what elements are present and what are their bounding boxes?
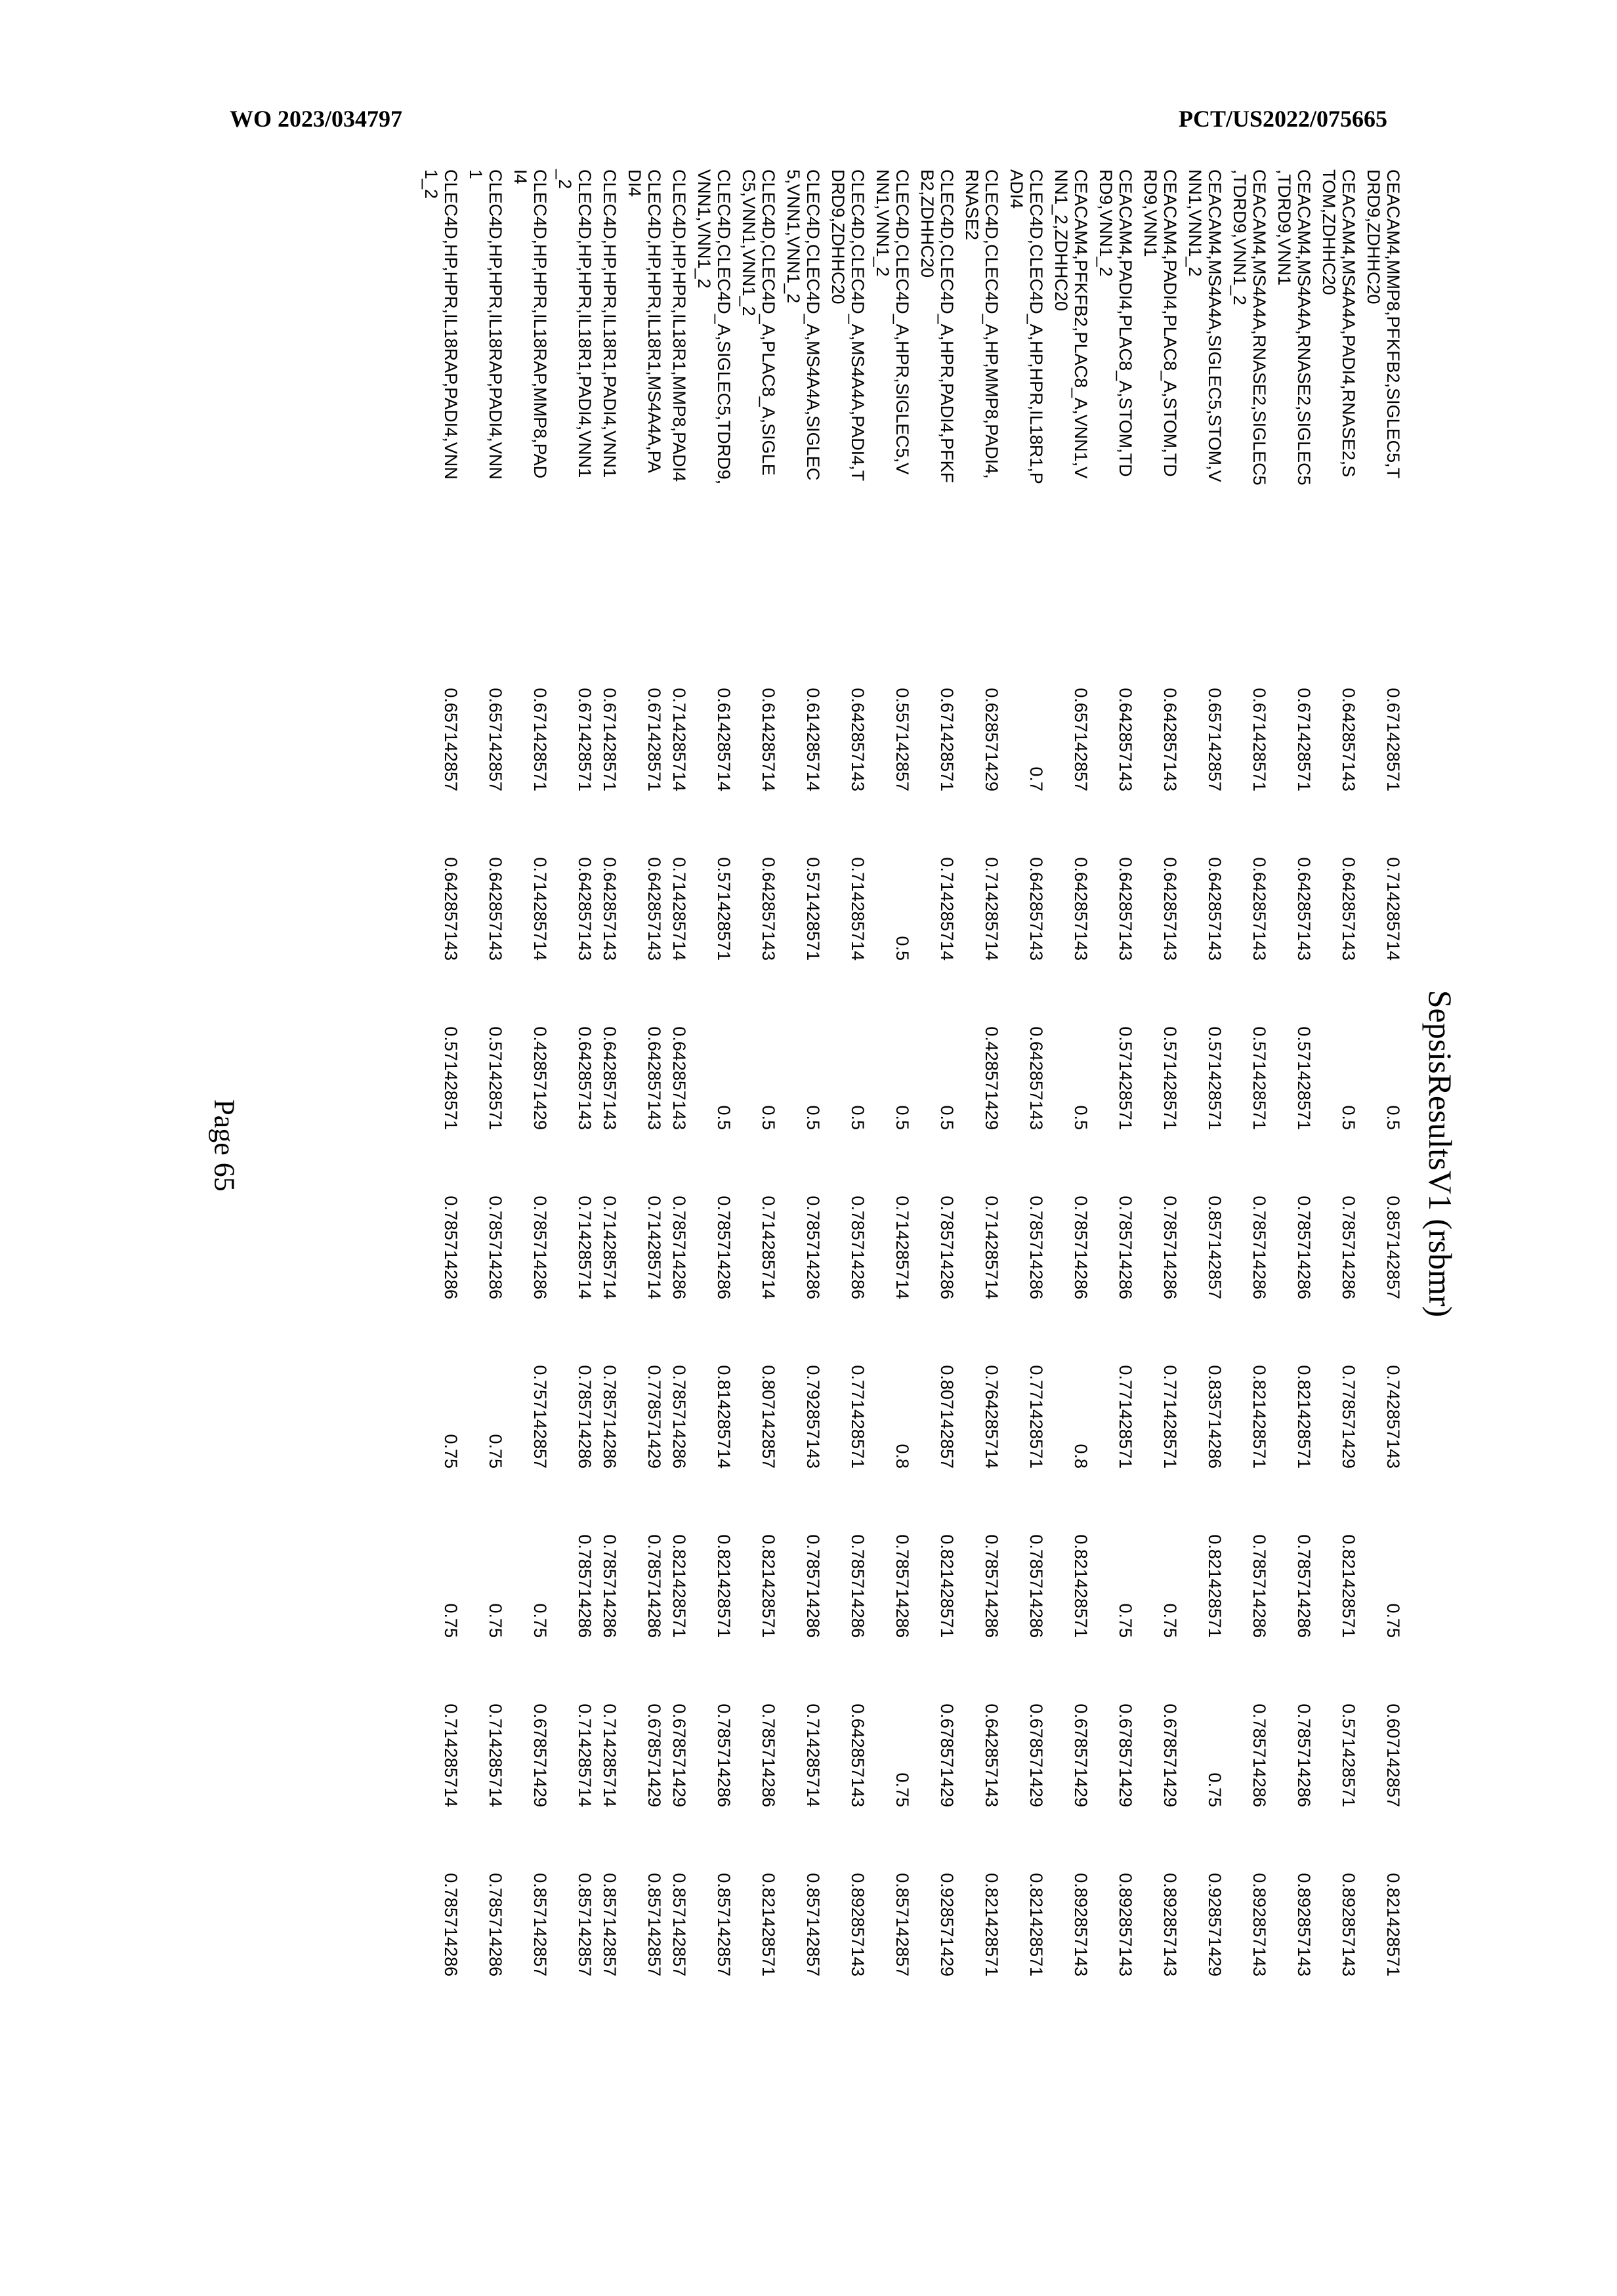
metric-value: 0.642857143	[848, 688, 868, 791]
metric-value: 0.714285714	[441, 1703, 461, 1807]
table-row	[664, 169, 689, 1976]
gene-set-label: CLEC4D,CLEC4D_A,HPR,SIGLEC5,V NN1,VNN1_2	[873, 169, 912, 475]
metric-value: 0.678571429	[669, 1703, 689, 1807]
metric-value: 0.892857143	[848, 1873, 868, 1976]
metric-value: 0.571428571	[1294, 1026, 1314, 1130]
gene-set-label: CLEC4D,HP,HPR,IL18RAP,PADI4,VNN 1	[466, 169, 505, 480]
metric-value: 0.821428571	[1383, 1873, 1403, 1976]
metric-value: 0.642857143	[441, 857, 461, 961]
metric-value: 0.607142857	[1383, 1703, 1403, 1807]
metric-value: 0.75	[892, 1772, 912, 1807]
metric-value: 0.892857143	[1250, 1873, 1269, 1976]
table-title: SepsisResultsV1 (rsbmr)	[1422, 990, 1459, 1318]
metric-value: 0.557142857	[892, 688, 912, 791]
metric-value: 0.785714286	[1026, 1196, 1046, 1299]
metric-value: 0.642857143	[1071, 857, 1091, 961]
metric-value: 0.857142857	[669, 1873, 689, 1976]
gene-set-label: CEACAM4,PFKFB2,PLAC8_A,VNN1,V NN1_2,ZDHHC20	[1051, 169, 1091, 479]
metric-value: 0.785714286	[1160, 1196, 1180, 1299]
metric-value: 0.892857143	[1116, 1873, 1135, 1976]
metric-value: 0.5	[937, 1105, 957, 1130]
metric-value: 0.785714286	[892, 1534, 912, 1638]
metric-value: 0.821428571	[1071, 1534, 1091, 1638]
metric-value: 0.714285714	[600, 1196, 620, 1299]
metric-value: 0.764285714	[982, 1365, 1001, 1469]
metric-value: 0.642857143	[644, 1026, 664, 1130]
metric-value: 0.814285714	[714, 1365, 734, 1469]
metric-value: 0.785714286	[441, 1196, 461, 1299]
metric-value: 0.5	[803, 1105, 823, 1130]
metric-value: 0.642857143	[1250, 857, 1269, 961]
metric-value: 0.892857143	[1071, 1873, 1091, 1976]
metric-value: 0.5	[892, 1105, 912, 1130]
metric-value: 0.671428571	[575, 688, 595, 791]
metric-value: 0.785714286	[486, 1873, 505, 1976]
gene-set-label: CEACAM4,MS4A4A,SIGLEC5,STOM,V NN1,VNN1_2	[1185, 169, 1225, 482]
metric-value: 0.785714286	[714, 1196, 734, 1299]
table-row	[778, 169, 823, 1976]
metric-value: 0.657142857	[486, 688, 505, 791]
metric-value: 0.785714286	[848, 1196, 868, 1299]
table-row	[1358, 169, 1403, 1976]
metric-value: 0.5	[1339, 1105, 1358, 1130]
metric-value: 0.785714286	[1250, 1703, 1269, 1807]
table-row	[1001, 169, 1046, 1976]
metric-value: 0.785714286	[575, 1534, 595, 1638]
metric-value: 0.571428571	[714, 857, 734, 961]
metric-value: 0.671428571	[1250, 688, 1269, 791]
application-number: PCT/US2022/075665	[1178, 106, 1387, 132]
metric-value: 0.785714286	[848, 1534, 868, 1638]
table-row	[1314, 169, 1358, 1976]
metric-value: 0.571428571	[1250, 1026, 1269, 1130]
metric-value: 0.714285714	[669, 857, 689, 961]
metric-value: 0.5	[848, 1105, 868, 1130]
metric-value: 0.785714286	[530, 1196, 550, 1299]
metric-value: 0.785714286	[714, 1703, 734, 1807]
metric-value: 0.571428571	[441, 1026, 461, 1130]
metric-value: 0.657142857	[1205, 688, 1225, 791]
metric-value: 0.571428571	[486, 1026, 505, 1130]
metric-value: 0.785714286	[1250, 1534, 1269, 1638]
table-row	[416, 169, 461, 1976]
metric-value: 0.857142857	[575, 1873, 595, 1976]
gene-set-label: CEACAM4,MS4A4A,PADI4,RNASE2,S TOM,ZDHHC20	[1319, 169, 1358, 478]
metric-value: 0.785714286	[1294, 1703, 1314, 1807]
metric-value: 0.771428571	[1116, 1365, 1135, 1469]
metric-value: 0.75	[441, 1603, 461, 1638]
metric-value: 0.785714286	[937, 1196, 957, 1299]
metric-value: 0.892857143	[1160, 1873, 1180, 1976]
metric-value: 0.785714286	[1026, 1534, 1046, 1638]
metric-value: 0.642857143	[486, 857, 505, 961]
metric-value: 0.678571429	[644, 1703, 664, 1807]
metric-value: 0.821428571	[982, 1873, 1001, 1976]
metric-value: 0.642857143	[1339, 857, 1358, 961]
metric-value: 0.821428571	[669, 1534, 689, 1638]
metric-value: 0.857142857	[600, 1873, 620, 1976]
table-row	[620, 169, 664, 1976]
metric-value: 0.75	[1205, 1772, 1225, 1807]
table-row	[1135, 169, 1180, 1976]
table-row	[1046, 169, 1091, 1976]
metric-value: 0.821428571	[1294, 1365, 1314, 1469]
metric-value: 0.75	[1383, 1603, 1403, 1638]
metric-value: 0.671428571	[1383, 688, 1403, 791]
metric-value: 0.714285714	[982, 1196, 1001, 1299]
metric-value: 0.75	[441, 1434, 461, 1469]
gene-set-label: CLEC4D,CLEC4D_A,MS4A4A,PADI4,T DRD9,ZDHHC20	[828, 169, 868, 482]
table-row	[734, 169, 778, 1976]
metric-value: 0.857142857	[530, 1873, 550, 1976]
gene-set-label: CEACAM4,MS4A4A,RNASE2,SIGLEC5 ,TDRD9,VNN1	[1274, 169, 1314, 486]
metric-value: 0.642857143	[1160, 857, 1180, 961]
metric-value: 0.785714286	[1294, 1196, 1314, 1299]
metric-value: 0.571428571	[1339, 1703, 1358, 1807]
metric-value: 0.807142857	[937, 1365, 957, 1469]
metric-value: 0.821428571	[1205, 1534, 1225, 1638]
metric-value: 0.714285714	[669, 688, 689, 791]
metric-value: 0.714285714	[803, 1703, 823, 1807]
metric-value: 0.771428571	[848, 1365, 868, 1469]
metric-value: 0.821428571	[1250, 1365, 1269, 1469]
metric-value: 0.7	[1026, 766, 1046, 791]
metric-value: 0.5	[1383, 1105, 1403, 1130]
metric-value: 0.571428571	[1116, 1026, 1135, 1130]
metric-value: 0.785714286	[600, 1534, 620, 1638]
metric-value: 0.821428571	[759, 1534, 778, 1638]
metric-value: 0.678571429	[937, 1703, 957, 1807]
metric-value: 0.892857143	[1339, 1873, 1358, 1976]
metric-value: 0.8	[1071, 1444, 1091, 1469]
metric-value: 0.642857143	[1205, 857, 1225, 961]
table-row	[823, 169, 868, 1976]
rotated-table-page	[416, 169, 1463, 2138]
metric-value: 0.75	[530, 1603, 550, 1638]
metric-value: 0.785714286	[669, 1365, 689, 1469]
results-table	[416, 169, 1403, 1976]
gene-set-label: CLEC4D,HP,HPR,IL18R1,MMP8,PADI4	[669, 169, 689, 482]
metric-value: 0.642857143	[759, 857, 778, 961]
table-row	[595, 169, 620, 1976]
metric-value: 0.642857143	[1294, 857, 1314, 961]
metric-value: 0.8	[892, 1444, 912, 1469]
metric-value: 0.785714286	[486, 1196, 505, 1299]
metric-value: 0.807142857	[759, 1365, 778, 1469]
gene-set-label: CLEC4D,CLEC4D_A,MS4A4A,SIGLEC 5,VNN1,VNN1_2	[784, 169, 823, 481]
metric-value: 0.642857143	[982, 1703, 1001, 1807]
metric-value: 0.785714286	[1071, 1196, 1091, 1299]
metric-value: 0.642857143	[1116, 857, 1135, 961]
metric-value: 0.642857143	[575, 857, 595, 961]
metric-value: 0.714285714	[530, 857, 550, 961]
gene-set-label: CLEC4D,HP,HPR,IL18RAP,MMP8,PAD I4	[511, 169, 550, 479]
metric-value: 0.5	[714, 1105, 734, 1130]
metric-value: 0.678571429	[1116, 1703, 1135, 1807]
gene-set-label: CLEC4D,HP,HPR,IL18R1,PADI4,VNN1 _2	[555, 169, 595, 478]
metric-value: 0.928571429	[1205, 1873, 1225, 1976]
metric-value: 0.785714286	[644, 1534, 664, 1638]
metric-value: 0.714285714	[600, 1703, 620, 1807]
metric-value: 0.857142857	[1383, 1196, 1403, 1299]
table-row	[1225, 169, 1269, 1976]
metric-value: 0.857142857	[803, 1873, 823, 1976]
gene-set-label: CEACAM4,PADI4,PLAC8_A,STOM,TD RD9,VNN1	[1141, 169, 1180, 477]
metric-value: 0.771428571	[1160, 1365, 1180, 1469]
metric-value: 0.671428571	[1294, 688, 1314, 791]
gene-set-label: CLEC4D,CLEC4D_A,HPR,PADI4,PFKF B2,ZDHHC20	[917, 169, 957, 484]
metric-value: 0.642857143	[848, 1703, 868, 1807]
metric-value: 0.714285714	[937, 857, 957, 961]
metric-value: 0.571428571	[1205, 1026, 1225, 1130]
metric-value: 0.714285714	[892, 1196, 912, 1299]
table-row	[505, 169, 550, 1976]
metric-value: 0.642857143	[575, 1026, 595, 1130]
metric-value: 0.428571429	[982, 1026, 1001, 1130]
metric-value: 0.928571429	[937, 1873, 957, 1976]
metric-value: 0.792857143	[803, 1365, 823, 1469]
metric-value: 0.75	[1116, 1603, 1135, 1638]
metric-value: 0.714285714	[486, 1703, 505, 1807]
metric-value: 0.614285714	[714, 688, 734, 791]
gene-set-label: CLEC4D,CLEC4D_A,PLAC8_A,SIGLE C5,VNN1,VNN1_2	[739, 169, 778, 476]
page-footer	[152, 1099, 241, 1194]
metric-value: 0.642857143	[600, 1026, 620, 1130]
metric-value: 0.642857143	[1026, 1026, 1046, 1130]
gene-set-label: CLEC4D,HP,HPR,IL18R1,MS4A4A,PA DI4	[625, 169, 664, 473]
metric-value: 0.714285714	[575, 1196, 595, 1299]
table-row	[550, 169, 595, 1976]
metric-value: 0.785714286	[441, 1873, 461, 1976]
metric-value: 0.5	[1071, 1105, 1091, 1130]
table-row	[957, 169, 1001, 1976]
metric-value: 0.821428571	[1026, 1873, 1046, 1976]
metric-value: 0.5	[892, 936, 912, 961]
table-row	[689, 169, 734, 1976]
metric-value: 0.642857143	[600, 857, 620, 961]
table-row	[912, 169, 957, 1976]
gene-set-label: CEACAM4,MMP8,PFKFB2,SIGLEC5,T DRD9,ZDHHC20	[1364, 169, 1403, 479]
metric-value: 0.657142857	[441, 688, 461, 791]
metric-value: 0.614285714	[803, 688, 823, 791]
gene-set-label: CLEC4D,CLEC4D_A,HP,HPR,IL18R1,P ADI4	[1007, 169, 1046, 484]
publication-number: WO 2023/034797	[230, 106, 403, 132]
metric-value: 0.785714286	[575, 1365, 595, 1469]
metric-value: 0.678571429	[1160, 1703, 1180, 1807]
metric-value: 0.671428571	[600, 688, 620, 791]
metric-value: 0.757142857	[530, 1365, 550, 1469]
metric-value: 0.671428571	[530, 688, 550, 791]
metric-value: 0.892857143	[1294, 1873, 1314, 1976]
metric-value: 0.835714286	[1205, 1365, 1225, 1469]
metric-value: 0.642857143	[644, 857, 664, 961]
metric-value: 0.642857143	[1339, 688, 1358, 791]
metric-value: 0.714285714	[644, 1196, 664, 1299]
metric-value: 0.671428571	[644, 688, 664, 791]
metric-value: 0.785714286	[1116, 1196, 1135, 1299]
metric-value: 0.428571429	[530, 1026, 550, 1130]
metric-value: 0.714285714	[1383, 857, 1403, 961]
metric-value: 0.714285714	[575, 1703, 595, 1807]
table-row	[1091, 169, 1135, 1976]
metric-value: 0.785714286	[1339, 1196, 1358, 1299]
metric-value: 0.785714286	[803, 1534, 823, 1638]
metric-value: 0.571428571	[1160, 1026, 1180, 1130]
gene-set-label: CLEC4D,HP,HPR,IL18R1,PADI4,VNN1	[600, 169, 620, 478]
metric-value: 0.714285714	[982, 857, 1001, 961]
metric-value: 0.785714286	[982, 1534, 1001, 1638]
metric-value: 0.678571429	[1071, 1703, 1091, 1807]
metric-value: 0.642857143	[669, 1026, 689, 1130]
metric-value: 0.678571429	[530, 1703, 550, 1807]
metric-value: 0.75	[486, 1434, 505, 1469]
table-row	[868, 169, 912, 1976]
table-row	[1269, 169, 1314, 1976]
gene-set-label: CEACAM4,PADI4,PLAC8_A,STOM,TD RD9,VNN1_2	[1096, 169, 1135, 477]
metric-value: 0.778571429	[1339, 1365, 1358, 1469]
page-number: Page 65	[208, 1099, 241, 1192]
gene-set-label: CLEC4D,HP,HPR,IL18RAP,PADI4,VNN 1_2	[421, 169, 461, 480]
metric-value: 0.821428571	[937, 1534, 957, 1638]
metric-value: 0.857142857	[714, 1873, 734, 1976]
metric-value: 0.785714286	[669, 1196, 689, 1299]
metric-value: 0.857142857	[892, 1873, 912, 1976]
metric-value: 0.785714286	[759, 1703, 778, 1807]
gene-set-label: CEACAM4,MS4A4A,RNASE2,SIGLEC5 ,TDRD9,VNN1_2	[1230, 169, 1269, 486]
metric-value: 0.821428571	[714, 1534, 734, 1638]
metric-value: 0.785714286	[1250, 1196, 1269, 1299]
metric-value: 0.821428571	[1339, 1534, 1358, 1638]
gene-set-label: CLEC4D,CLEC4D_A,SIGLEC5,TDRD9, VNN1,VNN1_2	[694, 169, 734, 485]
metric-value: 0.714285714	[848, 857, 868, 961]
metric-value: 0.857142857	[644, 1873, 664, 1976]
metric-value: 0.614285714	[759, 688, 778, 791]
metric-value: 0.821428571	[759, 1873, 778, 1976]
metric-value: 0.678571429	[1026, 1703, 1046, 1807]
table-row	[461, 169, 505, 1976]
metric-value: 0.657142857	[1071, 688, 1091, 791]
metric-value: 0.571428571	[803, 857, 823, 961]
metric-value: 0.742857143	[1383, 1365, 1403, 1469]
metric-value: 0.857142857	[1205, 1196, 1225, 1299]
metric-value: 0.785714286	[600, 1365, 620, 1469]
metric-value: 0.642857143	[1160, 688, 1180, 791]
metric-value: 0.642857143	[1116, 688, 1135, 791]
metric-value: 0.628571429	[982, 688, 1001, 791]
metric-value: 0.642857143	[1026, 857, 1046, 961]
metric-value: 0.75	[486, 1603, 505, 1638]
gene-set-label: CLEC4D,CLEC4D_A,HP,MMP8,PADI4, RNASE2	[962, 169, 1001, 479]
metric-value: 0.785714286	[1294, 1534, 1314, 1638]
metric-value: 0.778571429	[644, 1365, 664, 1469]
metric-value: 0.714285714	[759, 1196, 778, 1299]
metric-value: 0.671428571	[937, 688, 957, 791]
table-row	[1180, 169, 1225, 1976]
metric-value: 0.5	[759, 1105, 778, 1130]
metric-value: 0.75	[1160, 1603, 1180, 1638]
metric-value: 0.771428571	[1026, 1365, 1046, 1469]
metric-value: 0.785714286	[803, 1196, 823, 1299]
